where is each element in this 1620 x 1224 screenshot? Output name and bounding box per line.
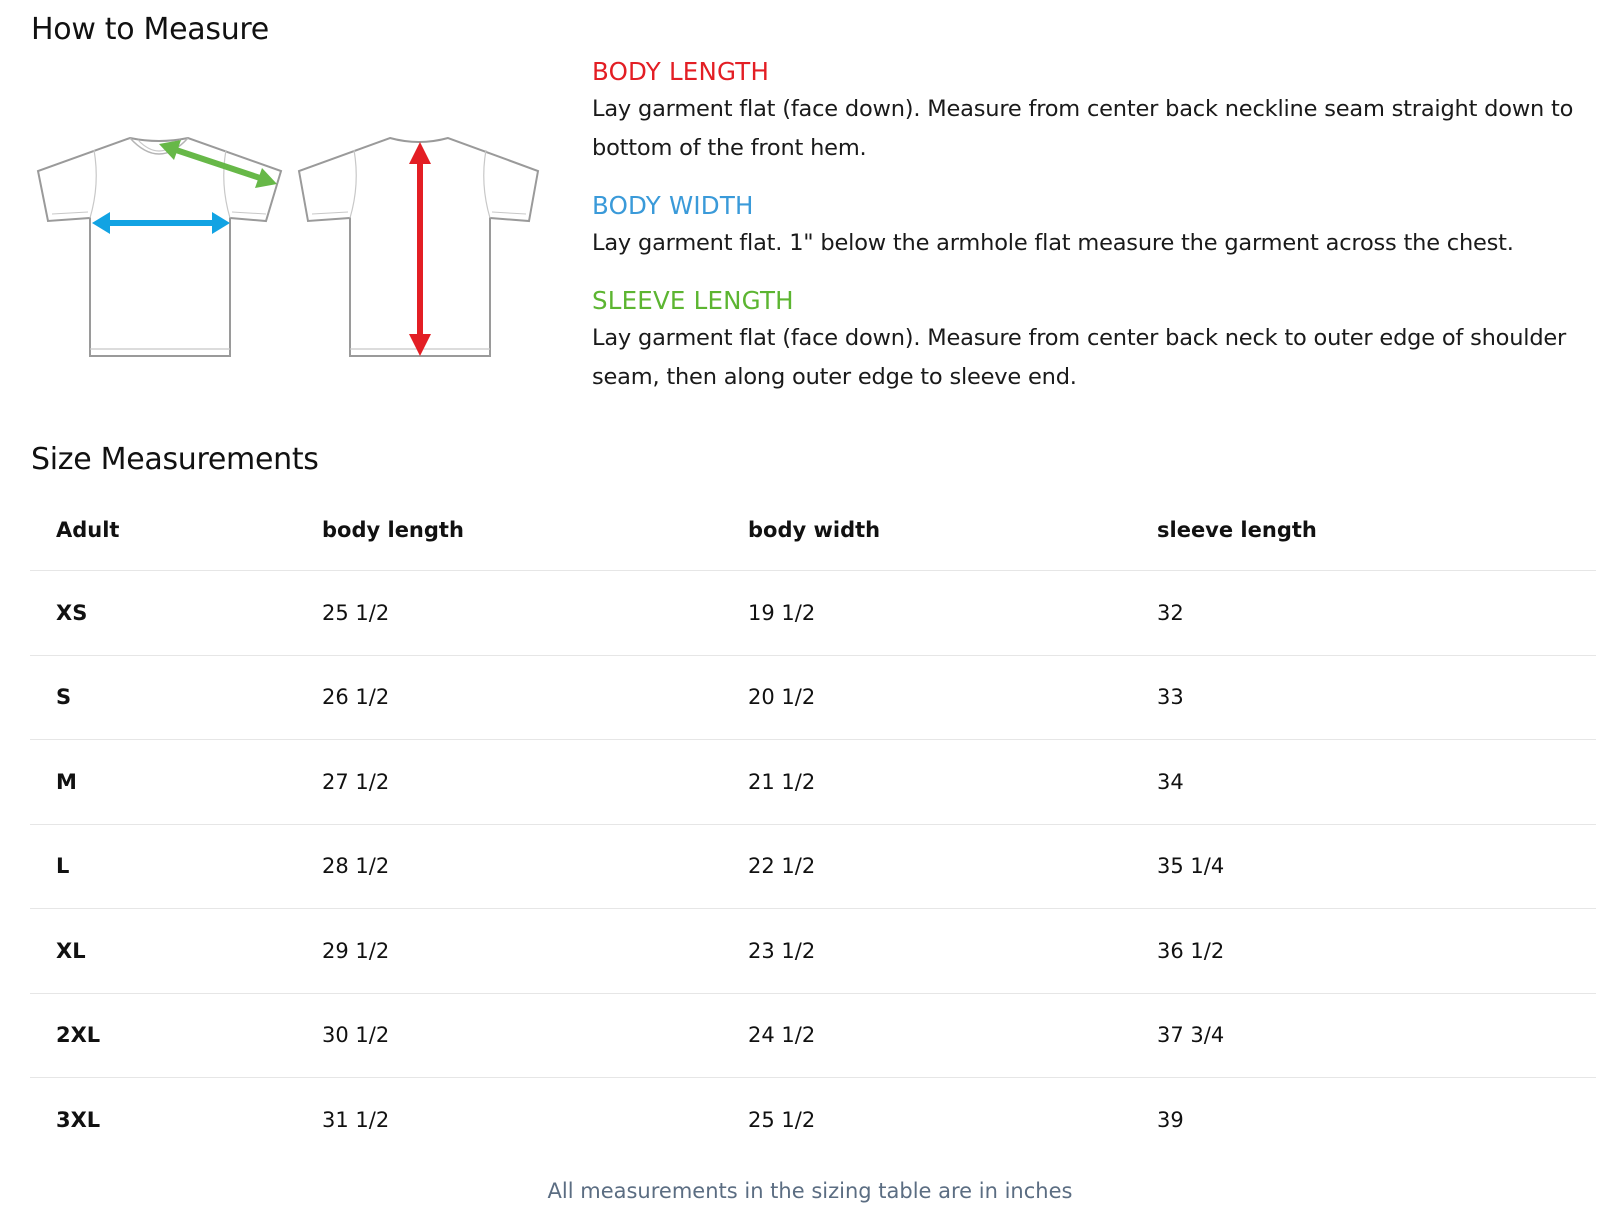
sleeve-length-cell: 35 1/4 bbox=[1157, 854, 1225, 879]
sleeve-length-cell: 32 bbox=[1157, 600, 1184, 625]
size-cell: L bbox=[56, 854, 70, 879]
tshirt-measure-diagram bbox=[34, 124, 568, 374]
table-header-row bbox=[30, 496, 1596, 571]
size-cell: S bbox=[56, 685, 72, 710]
size-table bbox=[30, 496, 1596, 1162]
size-cell: 3XL bbox=[56, 1107, 101, 1132]
sleeve-length-cell: 34 bbox=[1157, 769, 1184, 794]
column-header-sleeve-length: sleeve length bbox=[1157, 518, 1317, 542]
body-width-cell: 21 1/2 bbox=[748, 769, 816, 794]
body-width-title: BODY WIDTH bbox=[592, 191, 754, 220]
size-measurements-title: Size Measurements bbox=[31, 442, 319, 477]
sleeve-length-title: SLEEVE LENGTH bbox=[592, 286, 794, 315]
measure-instructions bbox=[592, 56, 1602, 419]
body-width-cell: 24 1/2 bbox=[748, 1023, 816, 1048]
sleeve-length-cell: 37 3/4 bbox=[1157, 1023, 1225, 1048]
table-row bbox=[30, 824, 1596, 909]
column-header-body-width: body width bbox=[748, 518, 881, 542]
table-row bbox=[30, 655, 1596, 740]
body-width-text: Lay garment flat. 1" below the armhole flat measure the garment across the chest. bbox=[592, 230, 1514, 256]
table-row bbox=[30, 1078, 1596, 1162]
table-row bbox=[30, 571, 1596, 656]
sleeve-length-cell: 39 bbox=[1157, 1107, 1184, 1132]
table-row bbox=[30, 909, 1596, 994]
body-length-text: Lay garment flat (face down). Measure from center back neckline seam straight down to bottom of the front hem. bbox=[592, 96, 1574, 161]
column-header-adult: Adult bbox=[56, 518, 120, 542]
body-length-title: BODY LENGTH bbox=[592, 57, 770, 86]
body-width-section bbox=[592, 190, 1602, 263]
table-row bbox=[30, 740, 1596, 825]
body-width-cell: 23 1/2 bbox=[748, 938, 816, 963]
body-length-cell: 31 1/2 bbox=[322, 1107, 390, 1132]
size-cell: M bbox=[56, 769, 77, 794]
measurements-footnote: All measurements in the sizing table are in inches bbox=[547, 1179, 1073, 1203]
body-width-cell: 25 1/2 bbox=[748, 1107, 816, 1132]
sleeve-length-cell: 33 bbox=[1157, 685, 1184, 710]
body-length-cell: 25 1/2 bbox=[322, 600, 390, 625]
size-cell: 2XL bbox=[56, 1023, 101, 1048]
sleeve-length-cell: 36 1/2 bbox=[1157, 938, 1225, 963]
body-width-cell: 22 1/2 bbox=[748, 854, 816, 879]
column-header-body-length: body length bbox=[322, 518, 464, 542]
body-length-cell: 29 1/2 bbox=[322, 938, 390, 963]
body-length-cell: 27 1/2 bbox=[322, 769, 390, 794]
body-width-cell: 19 1/2 bbox=[748, 600, 816, 625]
sleeve-length-section bbox=[592, 285, 1602, 397]
body-length-cell: 26 1/2 bbox=[322, 685, 390, 710]
size-cell: XS bbox=[56, 600, 88, 625]
table-row bbox=[30, 993, 1596, 1078]
size-cell: XL bbox=[56, 938, 86, 963]
body-length-cell: 30 1/2 bbox=[322, 1023, 390, 1048]
sleeve-length-text: Lay garment flat (face down). Measure from center back neck to outer edge of shoulder seam, then along outer edge to sleeve end. bbox=[592, 325, 1567, 390]
body-width-cell: 20 1/2 bbox=[748, 685, 816, 710]
how-to-measure-title: How to Measure bbox=[31, 12, 269, 47]
body-length-section bbox=[592, 56, 1602, 168]
body-length-cell: 28 1/2 bbox=[322, 854, 390, 879]
